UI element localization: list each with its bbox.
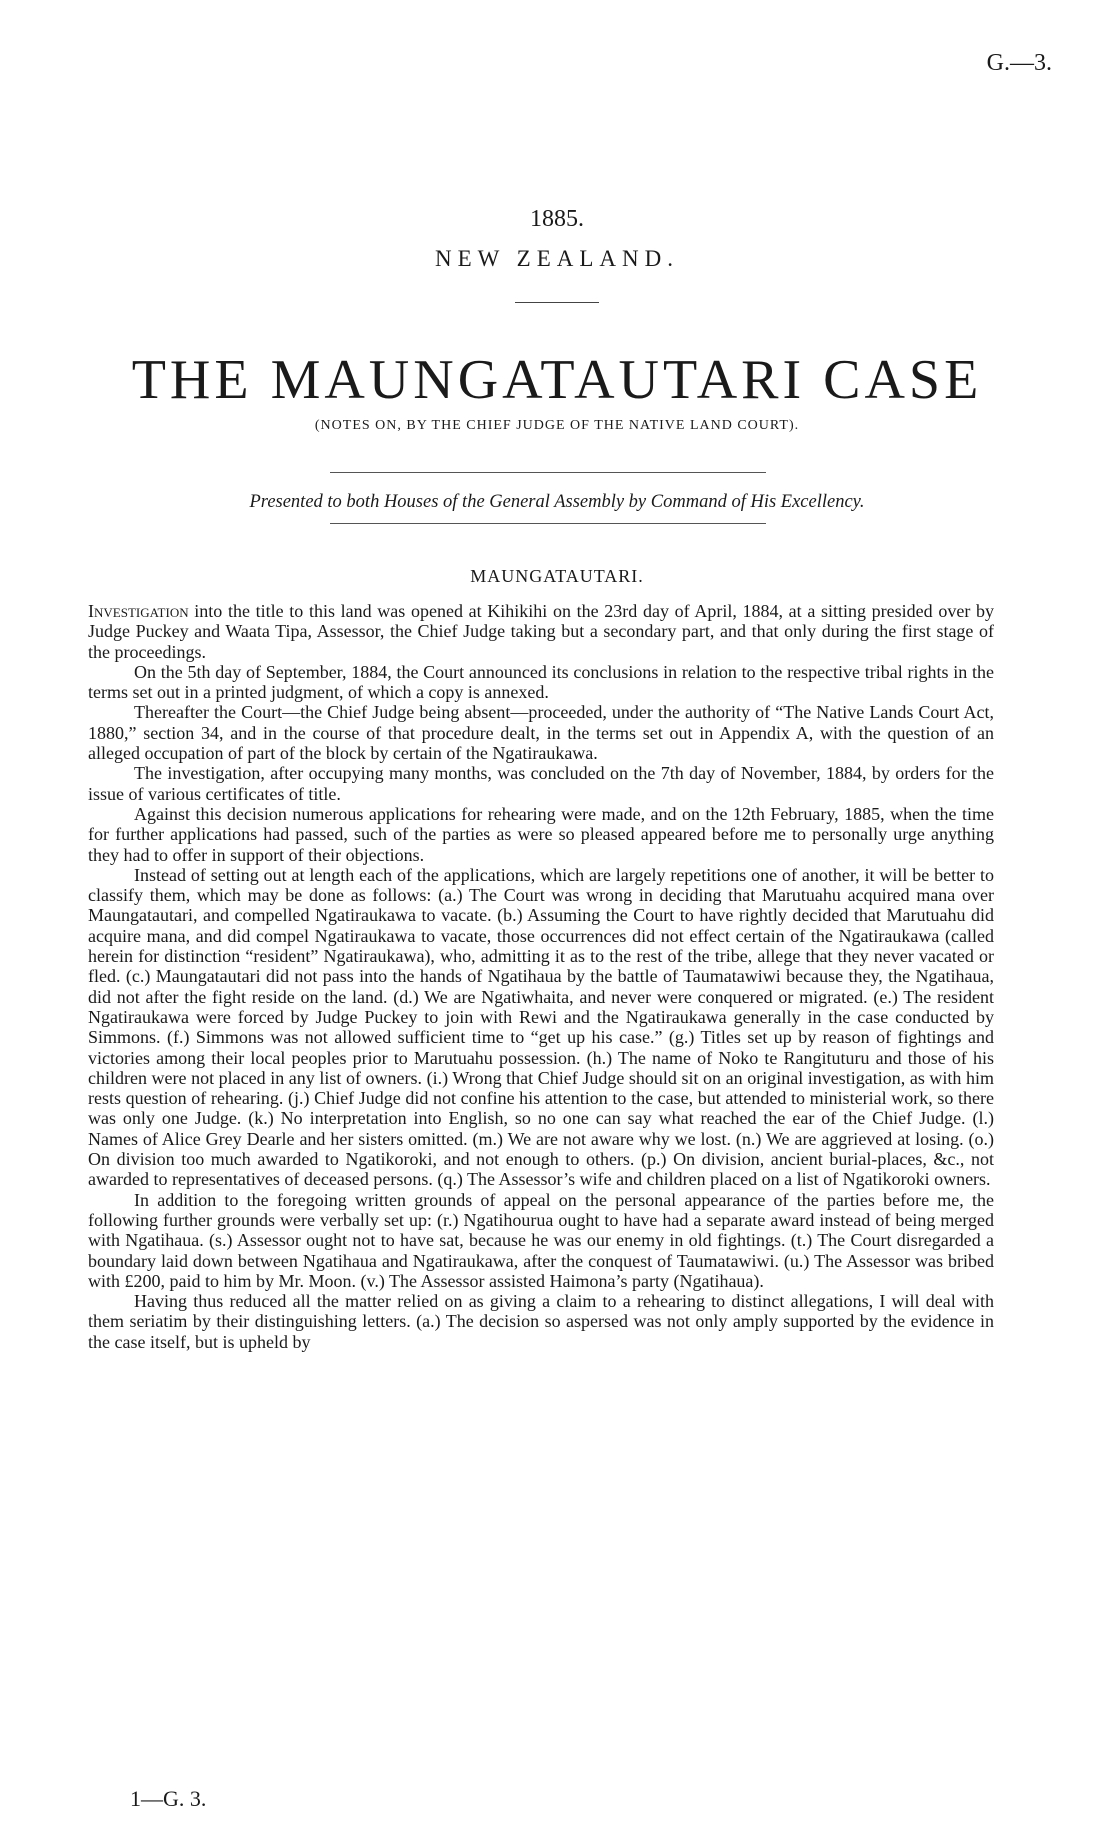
lead-word: Investigation	[88, 601, 189, 621]
paragraph: Having thus reduced all the matter relied on as giving a claim to a rehearing to distinct allegations, I will deal with them seriatim by their distinguishing letters. (a.) The decision so aspersed was not only amply supported by the evidence in the case itself, but is upheld by	[88, 1291, 994, 1352]
document-title: THE MAUNGATAUTARI CASE	[131, 349, 983, 411]
paragraph: The investigation, after occupying many months, was concluded on the 7th day of November, 1884, by orders for the issue of various certificates of title.	[88, 763, 994, 804]
page-reference: G.—3.	[986, 50, 1052, 76]
divider	[515, 302, 599, 303]
presented-line: Presented to both Houses of the General Assembly by Command of His Excellency.	[249, 492, 865, 512]
paragraph-text: into the title to this land was opened at Kihikihi on the 23rd day of April, 1884, at a sitting presided over by Judge Puckey and Waata Tipa, Assessor, the Chief Judge taking but a secondary part, and that only during the first stage of the proceedings.	[88, 601, 994, 662]
paragraph: Instead of setting out at length each of the applications, which are largely repetitions one of another, it will be better to classify them, which may be done as follows: (a.) The Court was wrong in deciding that Marutuahu acquired mana over Maungatautari, and compelled Ngatiraukawa to vacate. (b.) Assuming the Court to have rightly decided that Marutuahu did acquire mana, and did compel Ngatiraukawa to vacate, those occurrences did not effect certain of the Ngatiraukawa (called herein for distinction “resident” Ngatiraukawa), who, admitting it as to the rest of the tribe, allege that they never vacated or fled. (c.) Maungatautari did not pass into the hands of Ngatihaua by the battle of Taumatawiwi because they, the Ngatihaua, did not after the fight reside on the land. (d.) We are Ngatiwhaita, and never were conquered or migrated. (e.) The resident Ngatiraukawa were forced by Judge Puckey to join with Rewi and the Ngatiraukawa generally in the case conducted by Simmons. (f.) Simmons was not allowed sufficient time to “get up his case.” (g.) Titles set up by reason of fightings and victories among their local peoples prior to Marutuahu possession. (h.) The name of Noko te Rangituturu and those of his children were not placed in any list of owners. (i.) Wrong that Chief Judge should sit on an original investigation, as with him rests question of rehearing. (j.) Chief Judge did not confine his attention to the case, but attended to ministerial work, so there was only one Judge. (k.) No interpretation into English, so no one can say what reached the ear of the Chief Judge. (l.) Names of Alice Grey Dearle and her sisters omitted. (m.) We are not aware why we lost. (n.) We are aggrieved at losing. (o.) On division too much awarded to Ngatikoroki, and not enough to others. (p.) On division, ancient burial-places, &c., not awarded to representatives of deceased persons. (q.) The Assessor’s wife and children placed on a list of Ngatikoroki owners.	[88, 864, 994, 1190]
divider	[330, 472, 766, 473]
paragraph: Thereafter the Court—the Chief Judge being absent—proceeded, under the authority of “The Native Lands Court Act, 1880,” section 34, and in the course of that procedure dealt, in the terms set out in Appendix A, with the question of an alleged occupation of part of the block by certain of the Ngatiraukawa.	[88, 702, 994, 764]
paragraph: Against this decision numerous applications for rehearing were made, and on the 12th February, 1885, when the time for further applications had passed, such of the parties as were so pleased appeared before me to personally urge anything they had to offer in support of their objections.	[88, 803, 994, 865]
document-subtitle: (NOTES ON, BY THE CHIEF JUDGE OF THE NATIVE LAND COURT).	[314, 418, 800, 433]
paragraph: In addition to the foregoing written grounds of appeal on the personal appearance of the parties before me, the following further grounds were verbally set up: (r.) Ngatihourua ought to have had a separate award instead of being merged with Ngatihaua. (s.) Assessor ought not to have sat, because he was our enemy in old fightings. (t.) The Court disregarded a boundary laid down between Ngatihaua and Ngatiraukawa, after the conquest of Taumatawiwi. (u.) The Assessor was bribed with £200, paid to him by Mr. Moon. (v.) The Assessor assisted Haimona’s party (Ngatihaua).	[88, 1189, 994, 1291]
footer-page-reference: 1—G. 3.	[130, 1786, 207, 1811]
country-heading: NEW ZEALAND.	[434, 246, 680, 271]
section-heading: MAUNGATAUTARI.	[470, 566, 644, 586]
paragraph	[88, 601, 994, 662]
publication-year: 1885.	[530, 206, 584, 232]
body-text	[88, 601, 994, 1352]
divider	[330, 523, 766, 524]
paragraph: On the 5th day of September, 1884, the Court announced its conclusions in relation to the respective tribal rights in the terms set out in a printed judgment, of which a copy is annexed.	[88, 661, 994, 703]
